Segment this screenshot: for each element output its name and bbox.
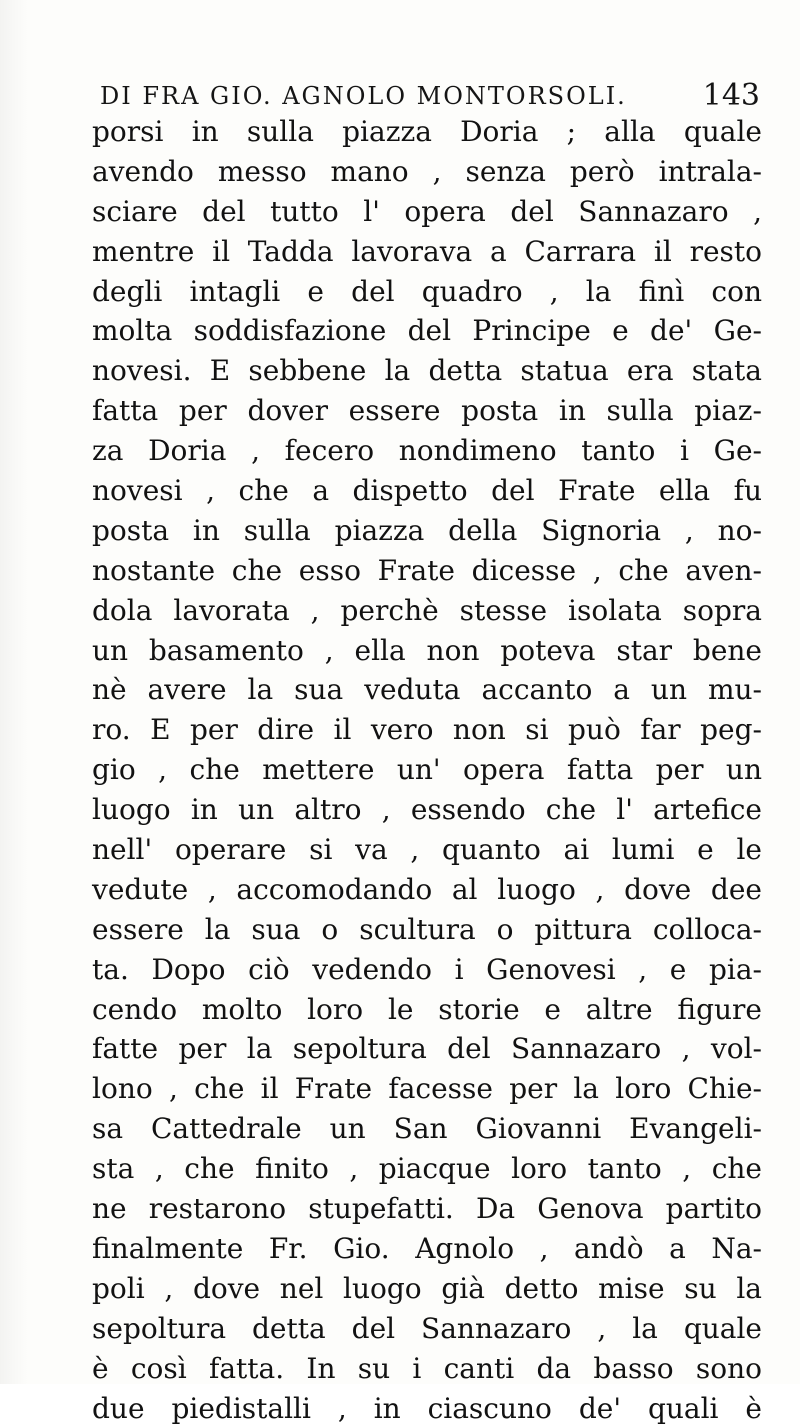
body-text	[92, 112, 762, 1428]
text-line: nell' operare si va , quanto ai lumi e le	[92, 830, 762, 870]
text-line: è così fatta. In su i canti da basso sono	[92, 1349, 762, 1389]
text-line: mentre il Tadda lavorava a Carrara il resto	[92, 232, 762, 272]
text-line: fatta per dover essere posta in sulla piaz-	[92, 391, 762, 431]
text-line: sepoltura detta del Sannazaro , la quale	[92, 1309, 762, 1349]
text-line: sa Cattedrale un San Giovanni Evangeli-	[92, 1109, 762, 1149]
text-line: molta soddisfazione del Principe e de' Ge-	[92, 311, 762, 351]
text-line: ta. Dopo ciò vedendo i Genovesi , e pia-	[92, 950, 762, 990]
page-gutter-shadow	[0, 0, 28, 1384]
text-line: posta in sulla piazza della Signoria , no-	[92, 511, 762, 551]
text-line: sciare del tutto l' opera del Sannazaro ,	[92, 192, 762, 232]
text-line: cendo molto loro le storie e altre figure	[92, 990, 762, 1030]
text-line: avendo messo mano , senza però intrala-	[92, 152, 762, 192]
text-line: essere la sua o scultura o pittura colloca-	[92, 910, 762, 950]
text-line: nè avere la sua veduta accanto a un mu-	[92, 670, 762, 710]
text-line: vedute , accomodando al luogo , dove dee	[92, 870, 762, 910]
text-line: novesi. E sebbene la detta statua era stata	[92, 351, 762, 391]
page-number: 143	[703, 78, 760, 113]
text-line: fatte per la sepoltura del Sannazaro , vol-	[92, 1029, 762, 1069]
text-line: nostante che esso Frate dicesse , che aven-	[92, 551, 762, 591]
text-line: luogo in un altro , essendo che l' artefice	[92, 790, 762, 830]
text-line: lono , che il Frate facesse per la loro Chie-	[92, 1069, 762, 1109]
text-line: novesi , che a dispetto del Frate ella fu	[92, 471, 762, 511]
text-line: ro. E per dire il vero non si può far peg-	[92, 710, 762, 750]
text-line: za Doria , fecero nondimeno tanto i Ge-	[92, 431, 762, 471]
running-title: DI FRA GIO. AGNOLO MONTORSOLI.	[100, 82, 627, 110]
text-line: ne restarono stupefatti. Da Genova partito	[92, 1189, 762, 1229]
text-line: degli intagli e del quadro , la finì con	[92, 272, 762, 312]
text-line: sta , che finito , piacque loro tanto , che	[92, 1149, 762, 1189]
text-line: porsi in sulla piazza Doria ; alla quale	[92, 112, 762, 152]
text-line: dola lavorata , perchè stesse isolata sopra	[92, 591, 762, 631]
text-line: due piedistalli , in ciascuno de' quali è	[92, 1389, 762, 1428]
text-line: gio , che mettere un' opera fatta per un	[92, 750, 762, 790]
text-line: poli , dove nel luogo già detto mise su la	[92, 1269, 762, 1309]
text-line: finalmente Fr. Gio. Agnolo , andò a Na-	[92, 1229, 762, 1269]
text-line: un basamento , ella non poteva star bene	[92, 631, 762, 671]
